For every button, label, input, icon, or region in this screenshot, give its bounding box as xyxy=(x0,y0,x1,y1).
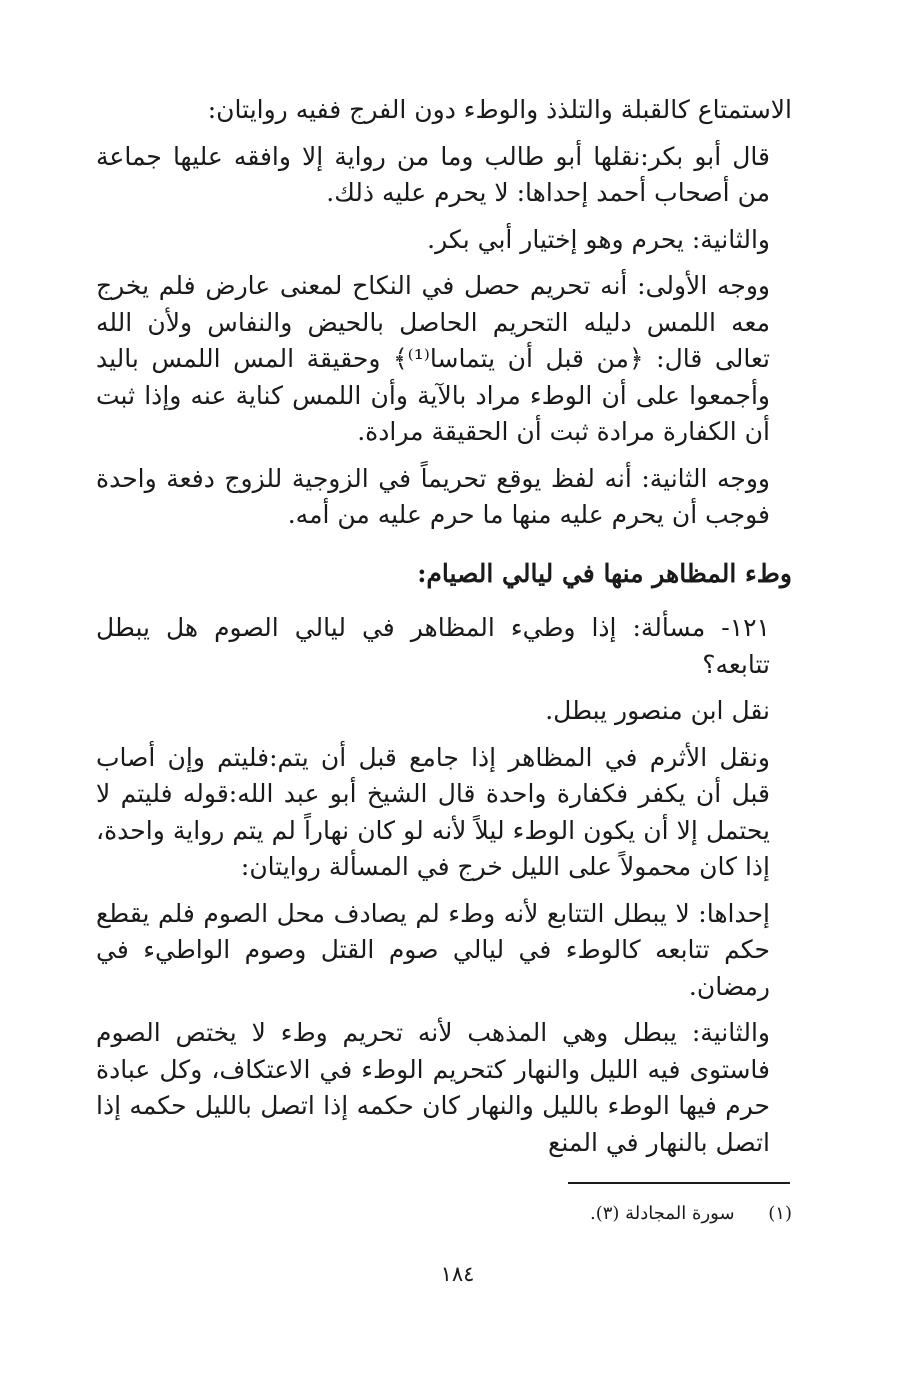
page-body xyxy=(96,92,792,1171)
paragraph-1: الاستمتاع كالقبلة والتلذذ والوطء دون الفرج ففيه روايتان: xyxy=(207,95,792,124)
footnote-number: (١) xyxy=(768,1203,792,1224)
section-heading: وطء المظاهر منها في ليالي الصيام: xyxy=(417,558,792,588)
paragraph-6: ١٢١- مسألة: إذا وطيء المظاهر في ليالي الصوم هل يبطل تتابعه؟ xyxy=(96,613,770,679)
footnote xyxy=(590,1200,792,1228)
paragraph-4: ووجه الأولى: أنه تحريم حصل في النكاح لمعنى عارض فلم يخرج معه اللمس دليله التحريم الحاصل بالحيض والنفاس ولأن الله تعالى قال: ﴿من قبل أن يتماسا⁽¹⁾﴾ وحقيقة المس اللمس باليد وأجمعوا على أن الوطء مراد بالآية وأن اللمس كناية عنه وإذا ثبت أن الكفارة مرادة ثبت أن الحقيقة مرادة. xyxy=(96,271,770,446)
paragraph-10: والثانية: يبطل وهي المذهب لأنه تحريم وطء لا يختص الصوم فاستوى فيه الليل والنهار كتحريم الوطء في الاعتكاف، وكل عبادة حرم فيها الوطء بالليل والنهار كان حكمه إذا اتصل بالليل حكمه إذا اتصل بالنهار في المنع xyxy=(96,1018,770,1157)
footnote-text: سورة المجادلة (٣). xyxy=(589,1203,735,1224)
paragraph-3: والثانية: يحرم وهو إختيار أبي بكر. xyxy=(427,224,770,254)
page-number: ١٨٤ xyxy=(440,1262,475,1286)
paragraph-8: ونقل الأثرم في المظاهر إذا جامع قبل أن يتم:فليتم وإن أصاب قبل أن يكفر فكفارة واحدة قال الشيخ أبو عبد الله:قوله فليتم لا يحتمل إلا أن يكون الوطء ليلاً لأنه لو كان نهاراً لم يتم رواية واحدة، إذا كان محمولاً على الليل خرج في المسألة روايتان: xyxy=(96,742,770,881)
footnote-divider xyxy=(568,1182,790,1184)
paragraph-5: ووجه الثانية: أنه لفظ يوقع تحريماً في الزوجية للزوج دفعة واحدة فوجب أن يحرم عليه منها ما حرم عليه من أمه. xyxy=(96,463,770,529)
paragraph-9: إحداها: لا يبطل التتابع لأنه وطء لم يصادف محل الصوم فلم يقطع حكم تتابعه كالوطء في ليالي صوم القتل وصوم الواطيء في رمضان. xyxy=(96,898,770,1001)
paragraph-2: قال أبو بكر:نقلها أبو طالب وما من رواية إلا وافقه عليها جماعة من أصحاب أحمد إحداها: لا يحرم عليه ذلك. xyxy=(96,141,770,207)
paragraph-7: نقل ابن منصور يبطل. xyxy=(545,696,770,725)
